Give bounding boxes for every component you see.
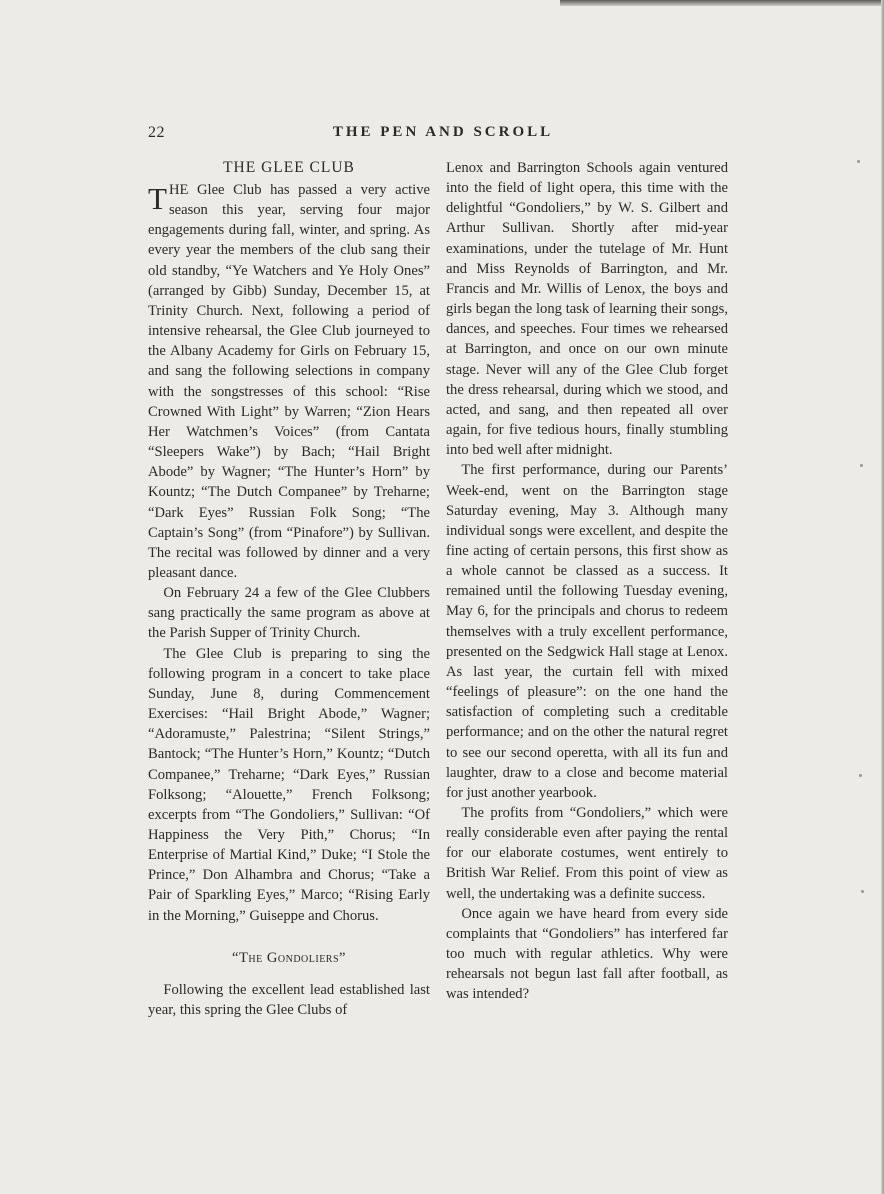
paper-speck [857,160,860,163]
article-paragraph: The first performance, during our Parents’ Week-end, went on the Barrington stage Saturday evening, May 3. Although many individual songs were excellent, and despite the fine acting of certain persons, this first show as a whole cannot be classed as a success. It remained until the following Tuesday evening, May 6, for the principals and chorus to redeem themselves with a truly excellent performance, presented on the Sedgwick Hall stage at Lenox. As last year, the curtain fell with mixed “feelings of pleasure”: on the one hand the satisfaction of completing such a creditable performance; and on the other the natural regret to see our second operetta, with all its fun and laughter, draw to a close and become material for just another yearbook. [446,462,728,801]
paragraph-text: HE Glee Club has passed a very active season this year, serving four major engagements during fall, winter, and spring. As every year the members of the club sang their old standby, “Ye Watchers and Ye Holy Ones” (arranged by Gibb) Sunday, December 15, at Trinity Church. Next, following a period of intensive rehearsal, the Glee Club journeyed to the Albany Academy for Girls on February 15, and sang the following selections in company with the songstresses of this school: “Rise Crowned With Light” by Warren; “Zion Hears Her Watchmen’s Voices” (from Cantata “Sleepers Wake”) by Bach; “Hail Bright Abode” by Wagner; “The Hunter’s Horn” by Kountz; “The Dutch Companee” by Treharne; “Dark Eyes” Russian Folk Song; “The Captain’s Song” (from “Pinafore”) by Sullivan. The recital was followed by dinner and a very pleasant dance. [148,182,430,581]
journal-title: THE PEN AND SCROLL [332,124,554,140]
paper-speck [860,464,863,467]
drop-cap: T [148,181,167,216]
running-head [148,124,738,144]
article-paragraph: Following the excellent lead established last year, this spring the Glee Clubs of [148,981,430,1019]
article-paragraph [148,180,430,583]
page-number: 22 [148,124,165,141]
article-paragraph: The Glee Club is preparing to sing the following program in a concert to take place Sunday, June 8, during Commencement Exercises: “Hail Bright Abode,” Wagner; “Adoramuste,” Palestrina; “Silent Strings,” Bantock; “The Hunter’s Horn,” Kountz; “Dutch Companee,” Treharne; “Dark Eyes,” Russian Folksong; “Alouette,” French Folksong; excerpts from “The Gondoliers,” Sullivan: “Of Happiness the Very Pith,” Chorus; “In Enterprise of Martial Kind,” Duke; “I Stole the Prince,” Don Alhambra and Chorus; “Take a Pair of Sparkling Eyes,” Marco; “Rising Early in the Morning,” Guiseppe and Chorus. [148,645,430,924]
article-paragraph: Once again we have heard from every side complaints that “Gondoliers” has interfered far too much with regular athletics. Why were rehearsals not begun last fall after football, as was intended? [446,905,728,1003]
article-paragraph: On February 24 a few of the Glee Clubbers sang practically the same program as above at the Parish Supper of Trinity Church. [148,585,430,642]
article-paragraph: Lenox and Barrington Schools again ventured into the field of light opera, this time with the delightful “Gondoliers,” by W. S. Gilbert and Arthur Sullivan. Shortly after mid-year examinations, under the tutelage of Mr. Hunt and Miss Reynolds of Barrington, and Mr. Francis and Mr. Willis of Lenox, the boys and girls began the long task of learning their songs, dances, and speeches. Four times we rehearsed at Barrington, and once on our own minute stage. Never will any of the Glee Club forget the dress rehearsal, during which we stood, and acted, and sang, and then repeated all over again, for five tedious hours, finally stumbling into bed well after midnight. [446,160,728,459]
page-top-edge-shadow [560,0,884,6]
paper-speck [859,774,862,777]
article-title: THE GLEE CLUB [223,159,355,176]
paper-speck [861,890,864,893]
left-column [148,158,430,1020]
article-paragraph: The profits from “Gondoliers,” which were really considerable even after paying the rental for our elaborate costumes, went entirely to British War Relief. From this point of view as well, the undertaking was a definite success. [446,805,728,902]
section-subhead [148,948,430,968]
right-column [446,158,728,1005]
subhead-text: “The Gondoliers” [231,949,347,966]
